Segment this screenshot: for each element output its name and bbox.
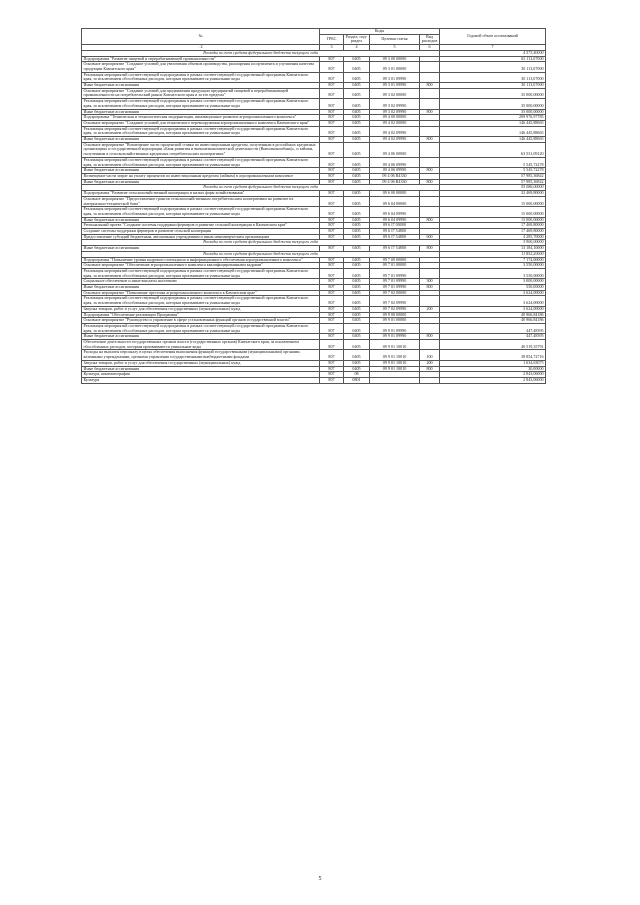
page-number: 5	[318, 876, 322, 882]
row-razdel: 0405	[344, 279, 370, 285]
row-csr: 09 7 01 00000	[370, 263, 420, 269]
row-csr: 09 4 02 09990	[370, 137, 420, 143]
row-razdel: 0801	[344, 378, 370, 384]
row-razdel: 0405	[344, 290, 370, 296]
row-description: Иные бюджетные ассигнования	[82, 246, 320, 252]
row-razdel: 0405	[344, 296, 370, 306]
row-csr: 09 4 06 R4330	[370, 179, 420, 185]
header-grbs: ГРБС	[320, 34, 344, 44]
row-vid: 800	[420, 168, 440, 174]
row-amount: 35 000,00000	[440, 99, 546, 109]
row-razdel: 0405	[344, 334, 370, 340]
row-grbs: 807	[320, 223, 344, 229]
row-razdel: 0405	[344, 126, 370, 136]
row-description: Основное мероприятие "Предоставление грантов сельскохозяйственным потребительским кооперативам на развитие их материально-технической базы"	[82, 196, 320, 206]
row-amount: 447,48395	[440, 334, 546, 340]
row-grbs: 807	[320, 207, 344, 217]
row-vid	[420, 72, 440, 82]
row-vid: 600	[420, 234, 440, 240]
row-amount: 32 469,80000	[440, 191, 546, 197]
header-csr: Целевая статья	[370, 34, 420, 44]
row-razdel: 0405	[344, 285, 370, 291]
row-vid: 200	[420, 306, 440, 312]
table-row	[82, 350, 546, 360]
row-csr: 09 4 06 09990	[370, 168, 420, 174]
row-csr: 09 9 01 10010	[370, 350, 420, 360]
row-csr: 09 3 01 09990	[370, 72, 420, 82]
row-csr: 09 7 02 09990	[370, 296, 420, 306]
row-razdel: 0405	[344, 312, 370, 318]
row-grbs: 807	[320, 312, 344, 318]
row-description: Подпрограмма "Развитие пищевой и перерабатывающей промышленности"	[82, 56, 320, 62]
row-grbs: 807	[320, 378, 344, 384]
row-razdel: 0405	[344, 263, 370, 269]
row-vid: 800	[420, 334, 440, 340]
row-grbs: 807	[320, 360, 344, 366]
row-amount: 146 445,88665	[440, 120, 546, 126]
row-amount: 40 519,35791	[440, 340, 546, 350]
row-razdel: 0405	[344, 217, 370, 223]
table-row	[82, 196, 546, 206]
row-description: Культура, кинематография	[82, 372, 320, 378]
row-csr: 09 7 01 09990	[370, 279, 420, 285]
row-amount: 57 985,36842	[440, 179, 546, 185]
table-row	[82, 340, 546, 350]
row-vid	[420, 62, 440, 72]
row-description: Реализация мероприятий соответствующей подпрограммы в рамках соответствующей государственной программы Камчатского края, за исключением обособленных расходов, которым присваиваются уникальные коды	[82, 126, 320, 136]
row-grbs: 807	[320, 334, 344, 340]
row-amount: 209 976,97785	[440, 115, 546, 121]
budget-table	[81, 28, 546, 384]
row-csr: 09 4 02 09990	[370, 126, 420, 136]
row-razdel: 0405	[344, 246, 370, 252]
row-description: Реализация мероприятий соответствующей подпрограммы в рамках соответствующей государственной программы Камчатского края, за исключением обособленных расходов, которым присваиваются уникальные коды	[82, 207, 320, 217]
row-razdel: 0405	[344, 137, 370, 143]
row-razdel: 0405	[344, 340, 370, 350]
row-vid: 800	[420, 285, 440, 291]
row-csr	[370, 378, 420, 384]
row-grbs: 807	[320, 285, 344, 291]
table-row	[82, 378, 546, 384]
row-razdel: 0405	[344, 168, 370, 174]
row-description: Основное мероприятие "Обеспечение агропромышленного комплекса квалифицированными кадрами"	[82, 263, 320, 269]
note-amount: 4 573,40000	[440, 50, 546, 56]
row-csr: 09 6 00 00000	[370, 191, 420, 197]
table-row	[82, 62, 546, 72]
row-razdel: 0405	[344, 56, 370, 62]
row-amount: 5 545,72278	[440, 168, 546, 174]
row-description: Подпрограмма "Повышение уровня кадрового потенциала и информационного обеспечения агропромышленного комплекса"	[82, 257, 320, 263]
row-grbs: 807	[320, 83, 344, 89]
row-amount: 1 634,63075	[440, 360, 546, 366]
row-amount: 3 550,00000	[440, 268, 546, 278]
row-grbs: 807	[320, 246, 344, 252]
row-csr: 09 6 I7 54800	[370, 229, 420, 235]
row-razdel: 0405	[344, 229, 370, 235]
row-description: Реализация мероприятий соответствующей подпрограммы в рамках соответствующей государственной программы Камчатского края, за исключением обособленных расходов, которым присваиваются уникальные коды	[82, 72, 320, 82]
row-grbs: 807	[320, 115, 344, 121]
row-csr: 09 3 02 00000	[370, 88, 420, 98]
row-razdel: 0405	[344, 157, 370, 167]
index-cell: 6	[420, 45, 440, 51]
row-csr: 09 6 04 00000	[370, 196, 420, 206]
row-razdel: 0405	[344, 306, 370, 312]
row-csr: 09 3 01 09990	[370, 83, 420, 89]
header-codes: Коды	[320, 29, 440, 35]
header-amount: Годовой объем ассигнований	[440, 29, 546, 45]
row-csr: 09 6 I7 54800	[370, 234, 420, 240]
note-amount: 3 900,00000	[440, 240, 546, 246]
row-grbs: 807	[320, 109, 344, 115]
header-vid: Вид расходов	[420, 34, 440, 44]
row-razdel: 0405	[344, 268, 370, 278]
row-csr: 09 6 I7 54800	[370, 246, 420, 252]
row-razdel: 0405	[344, 62, 370, 72]
row-description: Основное мероприятие "Возмещение части процентной ставки по инвестиционным кредитам, полученным в российских кредитных организациях и государственной корпорации «Банк развития и внешнеэкономической деятельности (Внешэкономбанк)», и займам, полученным в сельскохозяйственных кредитных потребительских кооперативах"	[82, 142, 320, 157]
row-csr: 09 4 06 00000	[370, 142, 420, 157]
row-vid	[420, 126, 440, 136]
index-cell: 7	[440, 45, 546, 51]
row-vid	[420, 268, 440, 278]
row-amount: 7 174,00000	[440, 257, 546, 263]
index-cell: . 2	[82, 45, 320, 51]
row-csr: 09 3 01 00000	[370, 62, 420, 72]
row-description: Обеспечение деятельности государственных органов власти (государственных органов) Камчатского края, за исключением обособленных расходов, которым присваиваются уникальные коды	[82, 340, 320, 350]
index-cell: 3	[320, 45, 344, 51]
row-description: Реализация мероприятий соответствующей подпрограммы в рамках соответствующей государственной программы Камчатского края, за исключением обособленных расходов, которым присваиваются уникальные коды	[82, 99, 320, 109]
row-vid: 300	[420, 279, 440, 285]
row-grbs: 807	[320, 196, 344, 206]
row-vid	[420, 88, 440, 98]
row-vid: 800	[420, 137, 440, 143]
row-grbs: 807	[320, 234, 344, 240]
table-row	[82, 142, 546, 157]
row-csr: 09 7 01 09990	[370, 285, 420, 291]
row-grbs: 807	[320, 72, 344, 82]
row-grbs: 807	[320, 290, 344, 296]
row-csr: 09 3 02 09990	[370, 109, 420, 115]
row-vid: 200	[420, 360, 440, 366]
table-row	[82, 323, 546, 333]
row-vid: 800	[420, 179, 440, 185]
note-amount: 55 086,00000	[440, 185, 546, 191]
row-amount: 15 000,00000	[440, 217, 546, 223]
row-vid	[420, 323, 440, 333]
note-text: Расходы за счет средств федерального бюджета текущего года	[82, 50, 440, 56]
row-description: Основное мероприятие "Создание условий для продвижения продукции предприятий пищевой и перерабатывающей промышленности на потребительский рынок Камчатского края и за его пределы"	[82, 88, 320, 98]
row-grbs: 807	[320, 168, 344, 174]
row-amount: 447,48395	[440, 323, 546, 333]
table-row	[82, 99, 546, 109]
row-grbs: 807	[320, 306, 344, 312]
row-grbs: 807	[320, 372, 344, 378]
note-text: Расходы за счет средств федерального бюджета текущего года	[82, 240, 440, 246]
row-razdel: 0405	[344, 234, 370, 240]
index-cell: 4	[344, 45, 370, 51]
header-razdel: Раздел, под-раздел	[344, 34, 370, 44]
row-grbs: 807	[320, 350, 344, 360]
row-description: Социальное обеспечение и иные выплаты населению	[82, 279, 320, 285]
row-grbs: 807	[320, 229, 344, 235]
table-row	[82, 296, 546, 306]
row-amount: 38 854,72716	[440, 350, 546, 360]
row-description: Иные бюджетные ассигнования	[82, 217, 320, 223]
row-description: Подпрограмма "Техническая и технологическая модернизация, инновационное развитие агропромышленного комплекса"	[82, 115, 320, 121]
row-amount: 2 843,06000	[440, 372, 546, 378]
row-amount: 3 624,00000	[440, 290, 546, 296]
row-razdel: 0405	[344, 323, 370, 333]
row-grbs: 807	[320, 120, 344, 126]
row-vid: 800	[420, 109, 440, 115]
row-razdel: 0405	[344, 109, 370, 115]
row-amount: 35 000,00000	[440, 109, 546, 115]
row-grbs: 807	[320, 62, 344, 72]
row-csr: 09 9 01 10010	[370, 340, 420, 350]
row-description: Региональный проект "Создание системы поддержки фермеров и развитие сельской кооперации в Камчатском крае"	[82, 223, 320, 229]
row-grbs: 807	[320, 157, 344, 167]
row-amount: 13 184,10000	[440, 246, 546, 252]
row-description: Иные бюджетные ассигнования	[82, 366, 320, 372]
row-razdel: 0405	[344, 223, 370, 229]
row-amount: 40 966,84186	[440, 312, 546, 318]
row-csr: 09 6 04 09990	[370, 217, 420, 223]
row-grbs: 807	[320, 296, 344, 306]
row-grbs: 807	[320, 173, 344, 179]
row-csr: 09 3 00 00000	[370, 56, 420, 62]
row-grbs: 807	[320, 318, 344, 324]
row-description: Закупка товаров, работ и услуг для обеспечения государственных (муниципальных) нужд	[82, 306, 320, 312]
row-description: Возмещение части затрат на уплату процентов по инвестиционным кредитам (займам) в агропромышленном комплексе	[82, 173, 320, 179]
row-amount: 17 469,80000	[440, 223, 546, 229]
row-amount: 30,00000	[440, 366, 546, 372]
note-text: Расходы за счет средств федерального бюджета текущего года	[82, 185, 440, 191]
row-csr: 09 4 02 00000	[370, 120, 420, 126]
row-vid	[420, 196, 440, 206]
row-amount: 146 445,88665	[440, 126, 546, 136]
row-razdel: 0405	[344, 83, 370, 89]
row-description: Реализация мероприятий соответствующей подпрограммы в рамках соответствующей государственной программы Камчатского края, за исключением обособленных расходов, которым присваиваются уникальные коды	[82, 296, 320, 306]
row-razdel: 0405	[344, 72, 370, 82]
row-description: Подпрограмма "Обеспечение реализации Программы"	[82, 312, 320, 318]
row-razdel: 0405	[344, 173, 370, 179]
row-amount: 30 113,07000	[440, 72, 546, 82]
row-csr: 09 9 01 00000	[370, 318, 420, 324]
row-grbs: 807	[320, 179, 344, 185]
row-vid	[420, 378, 440, 384]
row-amount: 4 285,70000	[440, 234, 546, 240]
row-amount: 2 843,06000	[440, 378, 546, 384]
row-csr: 09 7 01 09990	[370, 268, 420, 278]
row-csr: 09 6 I7 00000	[370, 223, 420, 229]
row-razdel: 0405	[344, 99, 370, 109]
row-grbs: 807	[320, 137, 344, 143]
row-grbs: 807	[320, 279, 344, 285]
row-description: Реализация мероприятий соответствующей подпрограммы в рамках соответствующей государственной программы Камчатского края, за исключением обособленных расходов, которым присваиваются уникальные коды	[82, 268, 320, 278]
row-amount: 30 113,07000	[440, 62, 546, 72]
row-vid	[420, 296, 440, 306]
row-grbs: 807	[320, 263, 344, 269]
row-razdel: 0405	[344, 88, 370, 98]
row-vid: 100	[420, 350, 440, 360]
row-amount: 5 545,72278	[440, 157, 546, 167]
row-vid: 800	[420, 366, 440, 372]
row-amount: 3 624,00000	[440, 296, 546, 306]
row-amount: 15 000,00000	[440, 196, 546, 206]
row-amount: 3 624,00000	[440, 306, 546, 312]
row-amount: 57 985,36842	[440, 173, 546, 179]
row-vid	[420, 157, 440, 167]
row-csr: 09 4 06 R4330	[370, 173, 420, 179]
row-vid	[420, 207, 440, 217]
row-amount: 35 000,00000	[440, 88, 546, 98]
row-csr: 09 9 01 09990	[370, 334, 420, 340]
row-amount: 3 550,00000	[440, 263, 546, 269]
budget-table-sheet	[81, 28, 545, 384]
row-razdel: 0405	[344, 191, 370, 197]
row-razdel: 0405	[344, 179, 370, 185]
row-grbs: 807	[320, 126, 344, 136]
row-csr: 09 9 01 09990	[370, 323, 420, 333]
row-razdel: 0405	[344, 120, 370, 126]
row-grbs: 807	[320, 217, 344, 223]
row-csr: 09 7 02 09990	[370, 306, 420, 312]
index-cell: 5	[370, 45, 420, 51]
row-description: Иные бюджетные ассигнования	[82, 168, 320, 174]
row-description: Культура	[82, 378, 320, 384]
row-csr: 09 3 02 09990	[370, 99, 420, 109]
row-grbs: 807	[320, 142, 344, 157]
table-row	[82, 268, 546, 278]
row-description: Предоставление субсидий бюджетным, автономным учреждениям и иным некоммерческим организациям	[82, 234, 320, 240]
row-csr: 09 4 06 09990	[370, 157, 420, 167]
row-razdel: 0405	[344, 318, 370, 324]
row-description: Иные бюджетные ассигнования	[82, 179, 320, 185]
row-description: Иные бюджетные ассигнования	[82, 83, 320, 89]
row-razdel: 0405	[344, 350, 370, 360]
row-amount: 15 000,00000	[440, 207, 546, 217]
header-number: №	[82, 29, 320, 45]
row-grbs: 807	[320, 257, 344, 263]
row-razdel: 0405	[344, 142, 370, 157]
row-razdel: 0405	[344, 115, 370, 121]
row-description: Основное мероприятие "Повышение престижа агропромышленного комплекса в Камчатском крае"	[82, 290, 320, 296]
row-grbs: 807	[320, 99, 344, 109]
row-razdel: 0405	[344, 360, 370, 366]
table-body	[82, 50, 546, 383]
row-description: Основное мероприятие "Руководство и управление в сфере установленных функций органов государственной власти"	[82, 318, 320, 324]
row-vid	[420, 142, 440, 157]
row-description: Иные бюджетные ассигнования	[82, 285, 320, 291]
row-description: Подпрограмма "Развитие сельскохозяйственной кооперации и малых форм хозяйствования"	[82, 191, 320, 197]
row-amount: 17 469,80000	[440, 229, 546, 235]
row-csr: 09 6 04 09990	[370, 207, 420, 217]
row-csr: 09 9 01 10010	[370, 366, 420, 372]
row-amount: 146 445,88665	[440, 137, 546, 143]
row-csr: 09 9 01 10010	[370, 360, 420, 366]
row-grbs: 807	[320, 56, 344, 62]
row-description: Реализация мероприятий соответствующей подпрограммы в рамках соответствующей государственной программы Камчатского края, за исключением обособленных расходов, которым присваиваются уникальные коды	[82, 157, 320, 167]
row-description: Закупка товаров, работ и услуг для обеспечения государственных (муниципальных) нужд	[82, 360, 320, 366]
row-grbs: 807	[320, 323, 344, 333]
row-razdel: 0405	[344, 196, 370, 206]
table-row	[82, 207, 546, 217]
row-razdel: 0405	[344, 207, 370, 217]
row-amount: 30 113,07000	[440, 83, 546, 89]
row-description: Основное мероприятие "Создание условий для технического перевооружения агропромышленного комплекса Камчатского края"	[82, 120, 320, 126]
row-vid	[420, 340, 440, 350]
row-description: Иные бюджетные ассигнования	[82, 334, 320, 340]
row-grbs: 807	[320, 268, 344, 278]
row-vid: 800	[420, 246, 440, 252]
table-row	[82, 157, 546, 167]
row-description: Иные бюджетные ассигнования	[82, 137, 320, 143]
row-razdel: 0405	[344, 257, 370, 263]
table-row	[82, 72, 546, 82]
row-grbs: 807	[320, 88, 344, 98]
row-amount: 40 966,84186	[440, 318, 546, 324]
table-row	[82, 88, 546, 98]
row-grbs: 807	[320, 191, 344, 197]
row-amount: 65 113,07000	[440, 56, 546, 62]
row-vid	[420, 99, 440, 109]
row-amount: 3 000,00000	[440, 279, 546, 285]
table-row	[82, 126, 546, 136]
row-csr: 09 9 00 00000	[370, 312, 420, 318]
row-razdel: 0405	[344, 366, 370, 372]
note-text: Расходы за счет средств федерального бюджета текущего года	[82, 251, 440, 257]
row-description: Реализация мероприятий соответствующей подпрограммы в рамках соответствующей государственной программы Камчатского края, за исключением обособленных расходов, которым присваиваются уникальные коды	[82, 323, 320, 333]
row-description: Создание системы поддержки фермеров и развитие сельской кооперации	[82, 229, 320, 235]
row-csr: 09 4 00 00000	[370, 115, 420, 121]
row-csr: 09 7 00 00000	[370, 257, 420, 263]
row-description: Иные бюджетные ассигнования	[82, 109, 320, 115]
row-description: Расходы на выплаты персоналу в целях обеспечения выполнения функций государственными (муниципальными) органами, казенными учреждениями, органами управления государственными внебюджетными фондами	[82, 350, 320, 360]
row-razdel: 08	[344, 372, 370, 378]
row-grbs: 807	[320, 366, 344, 372]
row-amount: 550,00000	[440, 285, 546, 291]
note-amount: 11 852,20000	[440, 251, 546, 257]
row-vid: 800	[420, 217, 440, 223]
row-vid: 800	[420, 83, 440, 89]
row-csr: 09 7 02 00000	[370, 290, 420, 296]
row-description: Основное мероприятие "Создание условий для увеличения объемов производства, расширения ассортимента и улучшения качества продукции Камчатского края"	[82, 62, 320, 72]
row-grbs: 807	[320, 340, 344, 350]
row-amount: 63 531,09120	[440, 142, 546, 157]
